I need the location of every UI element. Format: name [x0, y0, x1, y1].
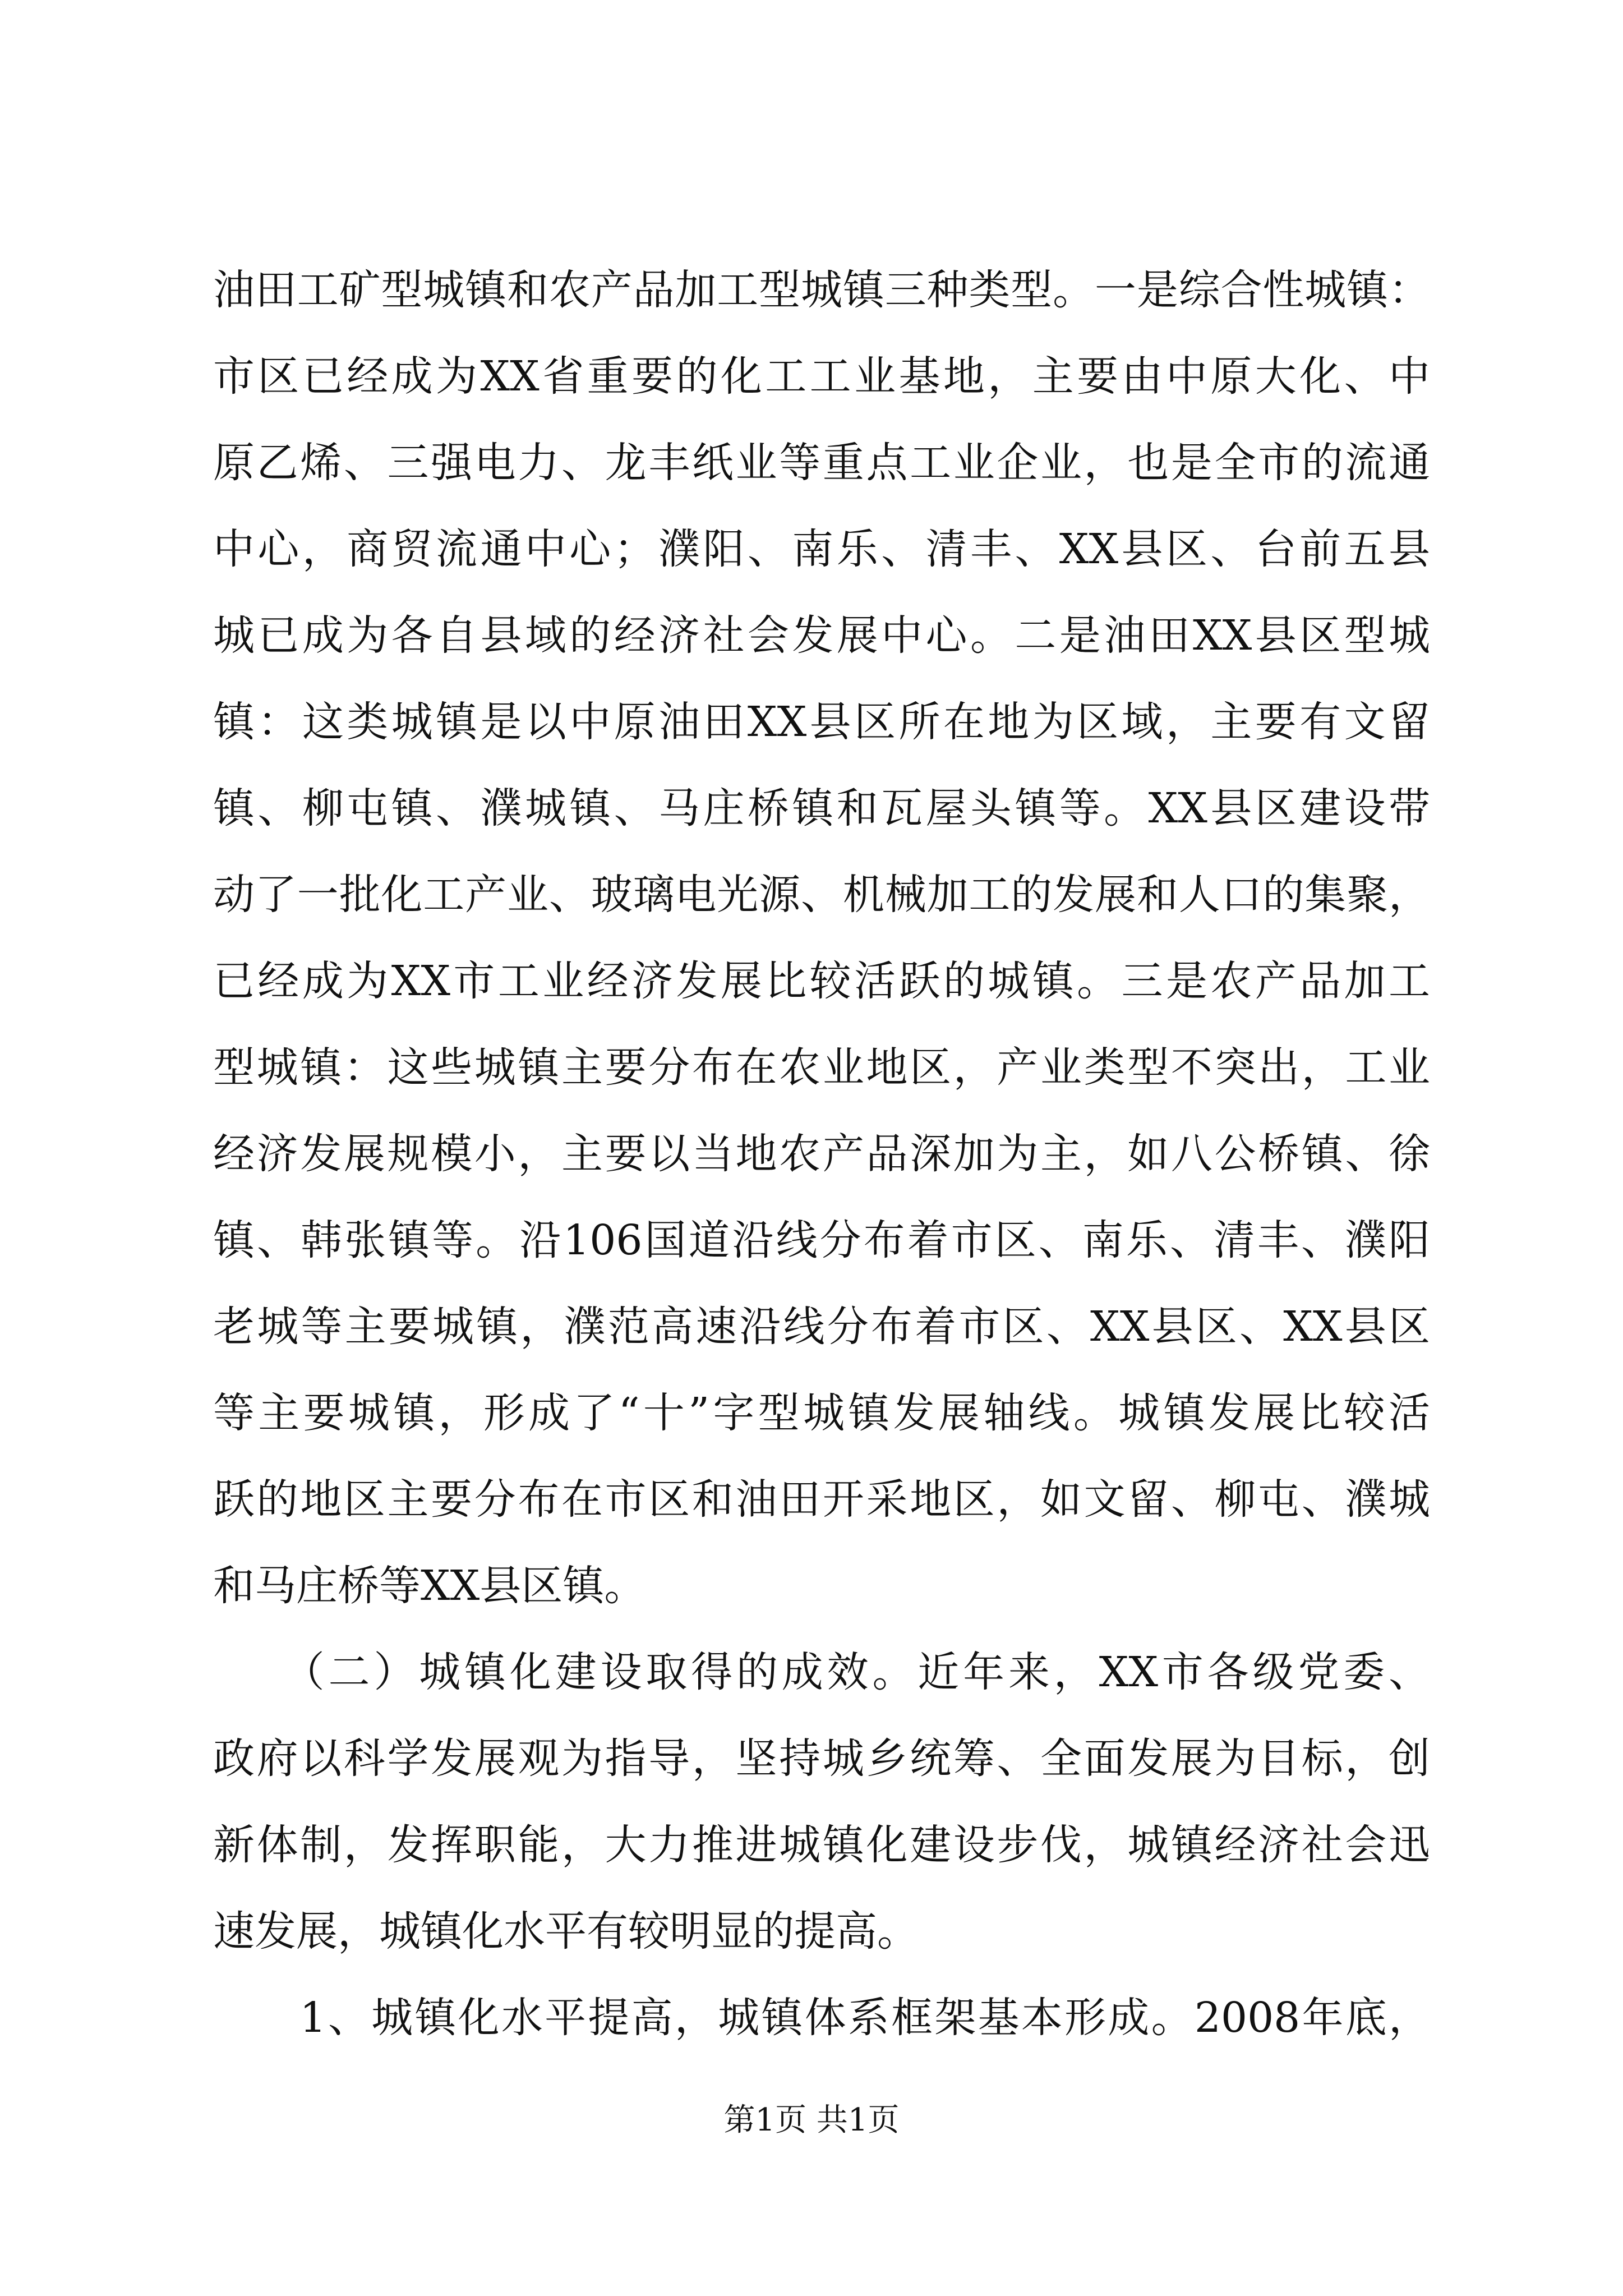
- text-line: 新体制，发挥职能，大力推进城镇化建设步伐，城镇经济社会迅: [213, 1821, 1430, 1869]
- text-line: 市区已经成为XX省重要的化工工业基地，主要由中原大化、中: [213, 352, 1430, 401]
- body-text: [213, 247, 1430, 2061]
- text-line: 等主要城镇，形成了“十”字型城镇发展轴线。城镇发展比较活: [213, 1389, 1430, 1437]
- page-footer: 第1页 共1页: [723, 2102, 900, 2138]
- text-line: 中心，商贸流通中心；濮阳、南乐、清丰、XX县区、台前五县: [213, 525, 1430, 573]
- text-line: 已经成为XX市工业经济发展比较活跃的城镇。三是农产品加工: [213, 957, 1430, 1005]
- text-line: 镇：这类城镇是以中原油田XX县区所在地为区域，主要有文留: [213, 698, 1430, 746]
- text-line: 城已成为各自县域的经济社会发展中心。二是油田XX县区型城: [213, 611, 1430, 660]
- text-line: 老城等主要城镇，濮范高速沿线分布着市区、XX县区、XX县区: [213, 1303, 1430, 1351]
- text-line: 动了一批化工产业、玻璃电光源、机械加工的发展和人口的集聚，: [213, 871, 1430, 919]
- text-line: 跃的地区主要分布在市区和油田开采地区，如文留、柳屯、濮城: [213, 1475, 1430, 1524]
- text-line: （二）城镇化建设取得的成效。近年来，XX市各级党委、: [213, 1648, 1430, 1696]
- text-line: 镇、韩张镇等。沿106国道沿线分布着市区、南乐、清丰、濮阳: [213, 1216, 1430, 1264]
- text-line: 经济发展规模小，主要以当地农产品深加为主，如八公桥镇、徐: [213, 1130, 1430, 1178]
- text-line: 油田工矿型城镇和农产品加工型城镇三种类型。一是综合性城镇：: [213, 266, 1430, 314]
- text-line: 型城镇：这些城镇主要分布在农业地区，产业类型不突出，工业: [213, 1043, 1430, 1092]
- text-line: 政府以科学发展观为指导，坚持城乡统筹、全面发展为目标，创: [213, 1734, 1430, 1783]
- text-line: 1、城镇化水平提高，城镇体系框架基本形成。2008年底，: [213, 1994, 1430, 2042]
- text-line: 速发展，城镇化水平有较明显的提高。: [213, 1907, 919, 1955]
- text-line: 原乙烯、三强电力、龙丰纸业等重点工业企业，也是全市的流通: [213, 439, 1430, 487]
- text-line: 镇、柳屯镇、濮城镇、马庄桥镇和瓦屋头镇等。XX县区建设带: [213, 784, 1430, 832]
- text-line: 和马庄桥等XX县区镇。: [213, 1562, 646, 1610]
